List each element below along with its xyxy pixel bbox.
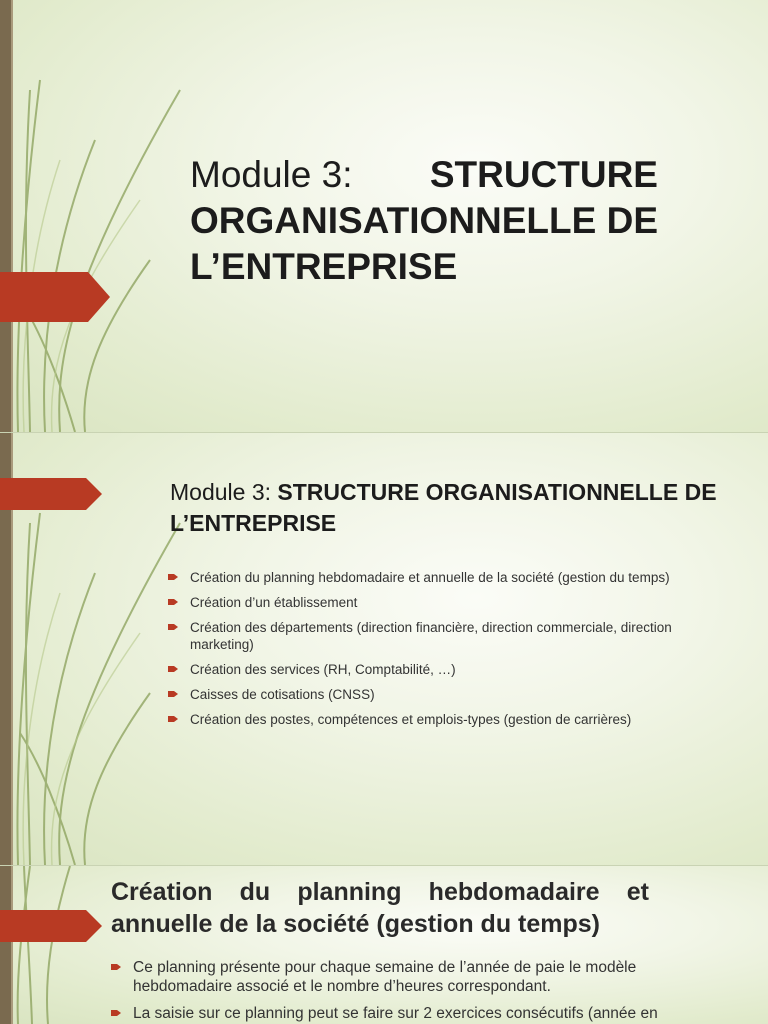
list-item xyxy=(168,686,728,703)
list-item xyxy=(168,594,728,611)
arrow-bullet-icon xyxy=(168,690,178,698)
title-word: du xyxy=(239,878,271,906)
slide-2-title xyxy=(170,477,730,539)
slide-1 xyxy=(0,0,768,432)
slide-3-bullet-list xyxy=(111,958,721,1024)
arrow-bullet-icon xyxy=(168,715,178,723)
list-item xyxy=(168,619,728,653)
slide-3-title xyxy=(111,876,649,940)
arrow-bullet-icon xyxy=(168,598,178,606)
arrow-bullet-icon xyxy=(168,573,178,581)
title-word: Création xyxy=(111,878,213,906)
side-bar-highlight xyxy=(11,0,13,432)
arrow-bullet-icon xyxy=(168,665,178,673)
list-item-text: Ce planning présente pour chaque semaine de l’année de paie le modèle hebdomadaire associé et le nombre d’heures correspondant. xyxy=(133,959,637,995)
list-item xyxy=(168,569,728,586)
title-word: hebdomadaire xyxy=(428,878,600,906)
side-bar xyxy=(0,0,11,432)
tab-arrow-icon xyxy=(0,272,110,322)
list-item xyxy=(111,1004,721,1023)
slide-2 xyxy=(0,433,768,865)
arrow-bullet-icon xyxy=(168,623,178,631)
arrow-bullet-icon xyxy=(111,1009,121,1017)
slide-3 xyxy=(0,866,768,1024)
list-item xyxy=(111,958,721,996)
title-word-structure: STRUCTURE xyxy=(429,154,658,195)
title-word-entreprise: L’ENTREPRISE xyxy=(190,246,458,287)
slide-1-title xyxy=(190,152,658,290)
list-item-text: Création des services (RH, Comptabilité, …) xyxy=(190,662,456,677)
list-item-text: La saisie sur ce planning peut se faire sur 2 exercices consécutifs (année en xyxy=(133,1005,658,1022)
title-module-label: Module 3: xyxy=(170,479,278,505)
title-line-2: annuelle de la société (gestion du temps) xyxy=(111,910,600,938)
list-item xyxy=(168,711,728,728)
title-structure-text: STRUCTURE ORGANISATIONNELLE DE L’ENTREPRISE xyxy=(170,479,717,536)
title-module-label: Module 3: xyxy=(190,154,353,195)
title-word: et xyxy=(626,878,649,906)
list-item-text: Création d’un établissement xyxy=(190,595,358,610)
title-word-de: DE xyxy=(606,200,658,241)
tab-arrow-icon xyxy=(0,910,102,942)
list-item-text: Création des départements (direction financière, direction commerciale, direction marketing) xyxy=(190,620,672,652)
slide-2-bullet-list xyxy=(168,569,728,736)
list-item-text: Création du planning hebdomadaire et annuelle de la société (gestion du temps) xyxy=(190,570,670,585)
arrow-bullet-icon xyxy=(111,963,121,971)
side-bar xyxy=(0,866,11,1024)
side-bar-highlight xyxy=(11,866,13,1024)
list-item xyxy=(168,661,728,678)
tab-arrow-icon xyxy=(0,478,102,510)
list-item-text: Caisses de cotisations (CNSS) xyxy=(190,687,375,702)
title-word-organisationnelle: ORGANISATIONNELLE xyxy=(190,200,597,241)
title-word: planning xyxy=(297,878,402,906)
grass-decoration-icon xyxy=(0,0,200,432)
list-item-text: Création des postes, compétences et emplois-types (gestion de carrières) xyxy=(190,712,632,727)
